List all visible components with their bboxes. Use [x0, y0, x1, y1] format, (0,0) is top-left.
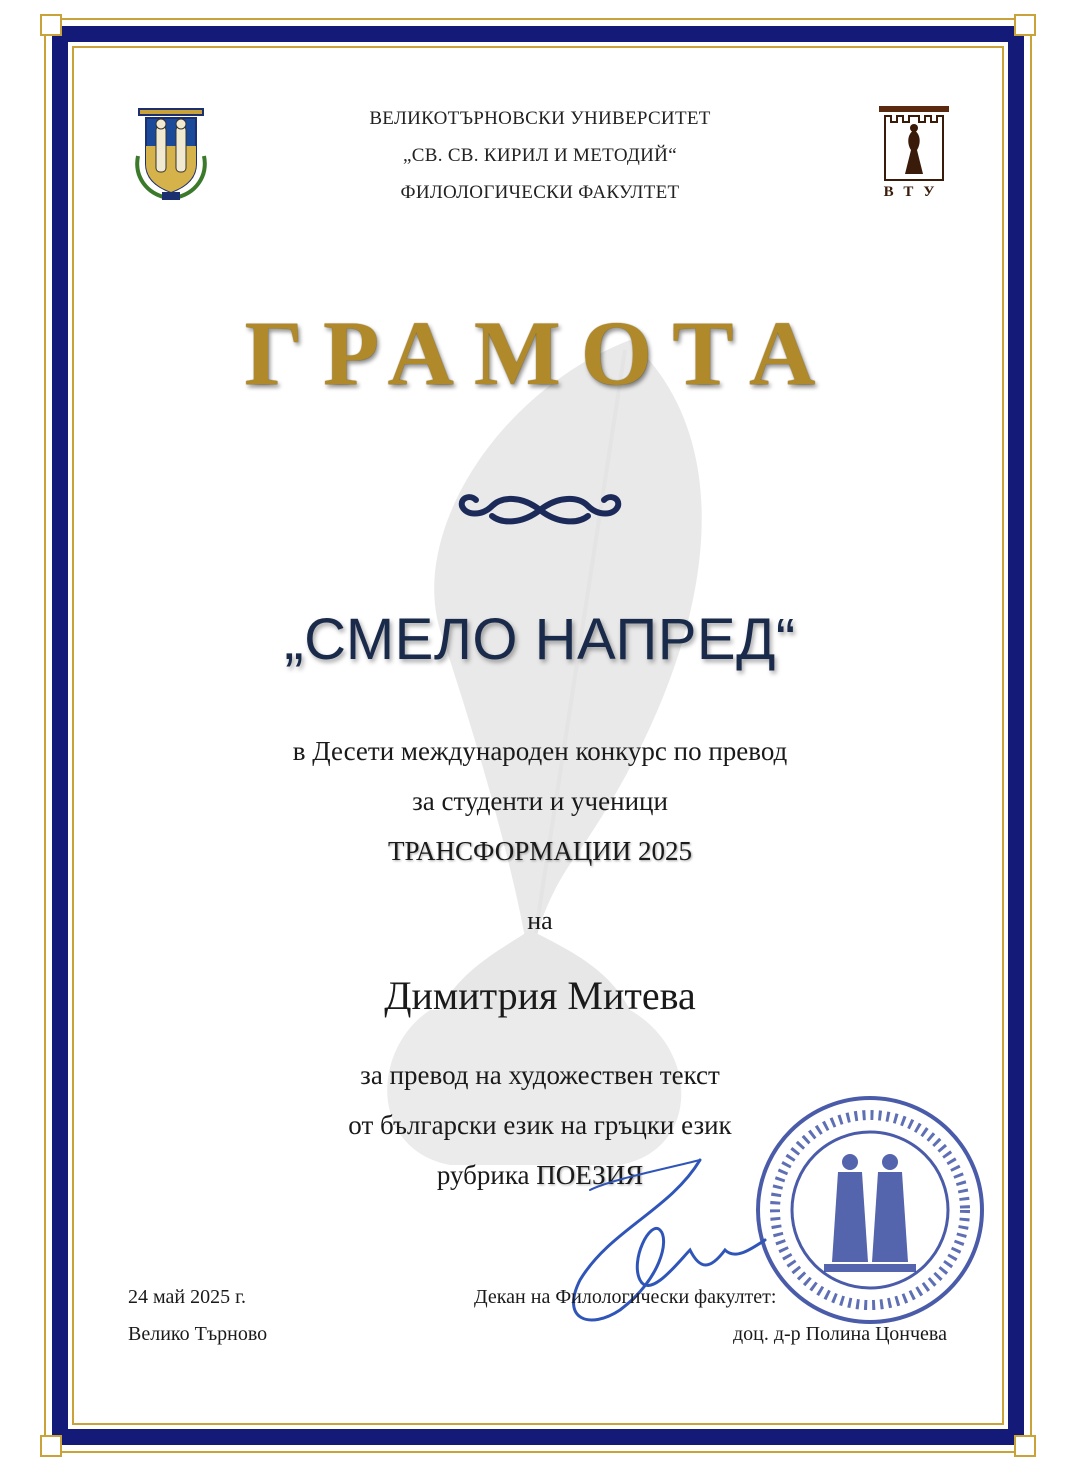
category-prefix: рубрика [436, 1160, 530, 1190]
award-name: „СМЕЛО НАПРЕД“ [284, 607, 796, 672]
dean-name: доц. д-р Полина Цончева [732, 1323, 947, 1345]
issue-place: Велико Търново [128, 1323, 268, 1345]
certificate-title: ГРАМОТА [244, 302, 836, 404]
faculty-logo-letters: ВТУ [883, 184, 945, 200]
category-name: ПОЕЗИЯ [536, 1160, 644, 1190]
to-label: на [527, 906, 553, 935]
reason-line-1: за превод на художествен текст [360, 1060, 720, 1090]
reason-line-2: от български език на гръцки език [348, 1110, 732, 1140]
issue-date: 24 май 2025 г. [128, 1286, 247, 1308]
flourish-divider [452, 486, 628, 534]
header-university-patrons: „СВ. СВ. КИРИЛ И МЕТОДИЙ“ [403, 145, 677, 166]
corner-ornament-bl [40, 1435, 62, 1457]
corner-ornament-tr [1014, 14, 1036, 36]
recipient-name: Димитрия Митева [384, 973, 696, 1018]
contest-line-1: в Десети международен конкурс по превод [292, 736, 788, 766]
dean-title: Декан на Филологически факултет: [474, 1286, 777, 1308]
contest-line-2: за студенти и ученици [412, 786, 668, 816]
header-university-name: ВЕЛИКОТЪРНОВСКИ УНИВЕРСИТЕТ [369, 108, 711, 129]
corner-ornament-tl [40, 14, 62, 36]
header-faculty-name: ФИЛОЛОГИЧЕСКИ ФАКУЛТЕТ [400, 182, 680, 203]
dean-signature [550, 1150, 810, 1340]
contest-name: ТРАНСФОРМАЦИИ 2025 [388, 836, 692, 866]
corner-ornament-br [1014, 1435, 1036, 1457]
